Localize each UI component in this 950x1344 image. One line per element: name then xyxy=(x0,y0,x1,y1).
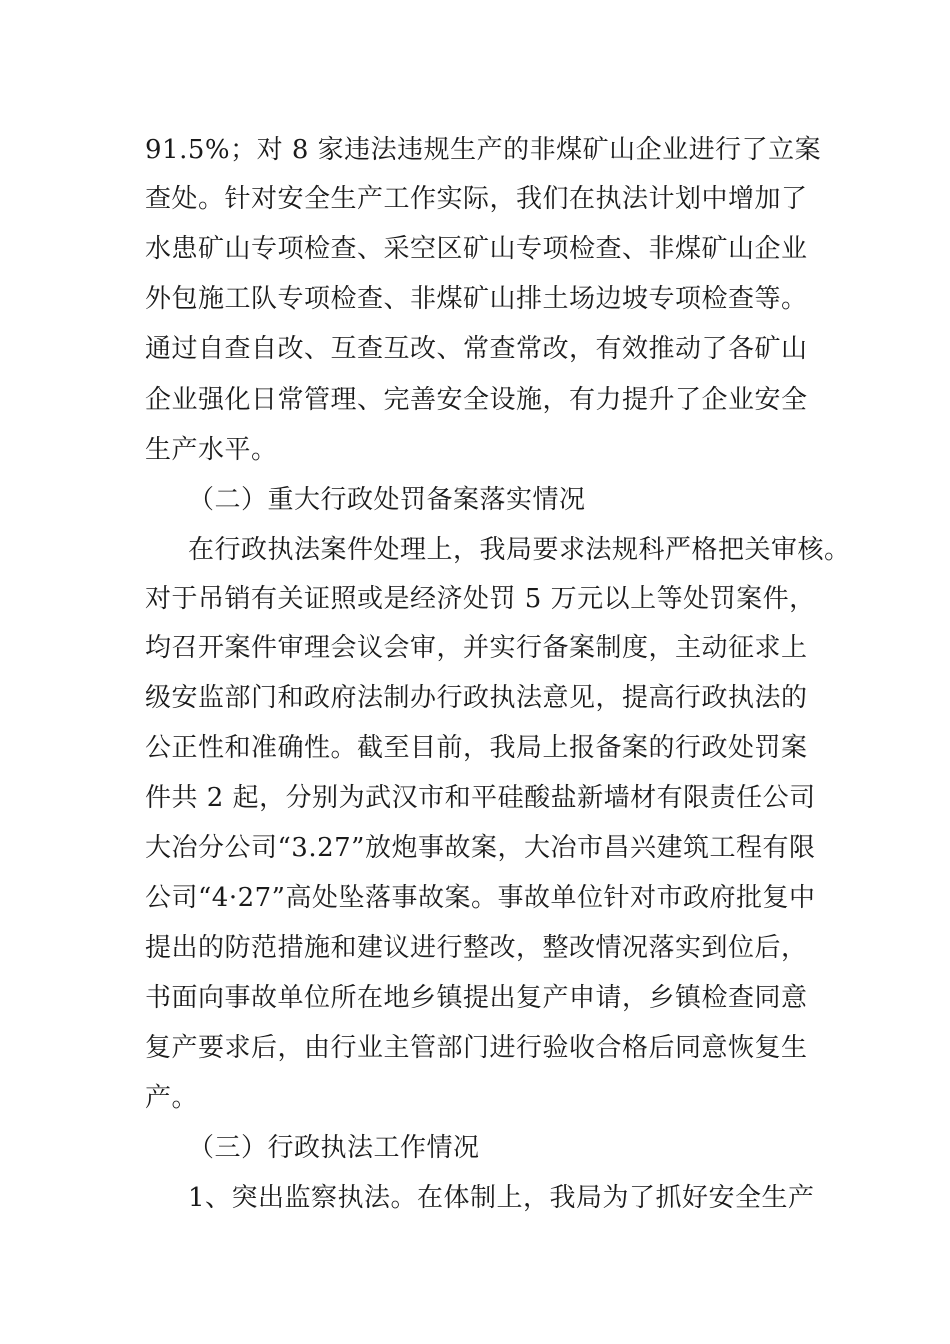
paragraph-line: 外包施工队专项检查、非煤矿山排土场边坡专项检查等。 xyxy=(145,284,808,314)
paragraph-line: 大冶分公司“3.27”放炮事故案，大冶市昌兴建筑工程有限 xyxy=(145,833,816,863)
paragraph-line: 在行政执法案件处理上，我局要求法规科严格把关审核。 xyxy=(188,535,851,565)
paragraph-line: 1、突出监察执法。在体制上，我局为了抓好安全生产 xyxy=(188,1183,815,1213)
section-heading: （二）重大行政处罚备案落实情况 xyxy=(188,485,586,515)
paragraph-line: 复产要求后，由行业主管部门进行验收合格后同意恢复生 xyxy=(145,1033,808,1063)
paragraph-line: 公司“4·27”高处坠落事故案。事故单位针对市政府批复中 xyxy=(145,883,816,913)
paragraph-line: 生产水平。 xyxy=(145,435,278,465)
paragraph-line: 级安监部门和政府法制办行政执法意见，提高行政执法的 xyxy=(145,683,808,713)
paragraph-line: 91.5%；对 8 家违法违规生产的非煤矿山企业进行了立案 xyxy=(145,135,822,165)
paragraph-line: 书面向事故单位所在地乡镇提出复产申请，乡镇检查同意 xyxy=(145,983,808,1013)
paragraph-line: 产。 xyxy=(145,1083,199,1113)
paragraph-line: 均召开案件审理会议会审，并实行备案制度，主动征求上 xyxy=(145,633,808,663)
paragraph-line: 提出的防范措施和建议进行整改，整改情况落实到位后， xyxy=(145,933,808,963)
paragraph-line: 公正性和准确性。截至目前，我局上报备案的行政处罚案 xyxy=(145,733,808,763)
paragraph-line: 对于吊销有关证照或是经济处罚 5 万元以上等处罚案件， xyxy=(145,584,816,614)
paragraph-line: 件共 2 起，分别为武汉市和平硅酸盐新墙材有限责任公司 xyxy=(145,783,816,813)
paragraph-line: 水患矿山专项检查、采空区矿山专项检查、非煤矿山企业 xyxy=(145,234,808,264)
paragraph-line: 查处。针对安全生产工作实际，我们在执法计划中增加了 xyxy=(145,184,808,214)
paragraph-line: 通过自查自改、互查互改、常查常改，有效推动了各矿山 xyxy=(145,334,808,364)
section-heading: （三）行政执法工作情况 xyxy=(188,1133,480,1163)
paragraph-line: 企业强化日常管理、完善安全设施，有力提升了企业安全 xyxy=(145,385,808,415)
